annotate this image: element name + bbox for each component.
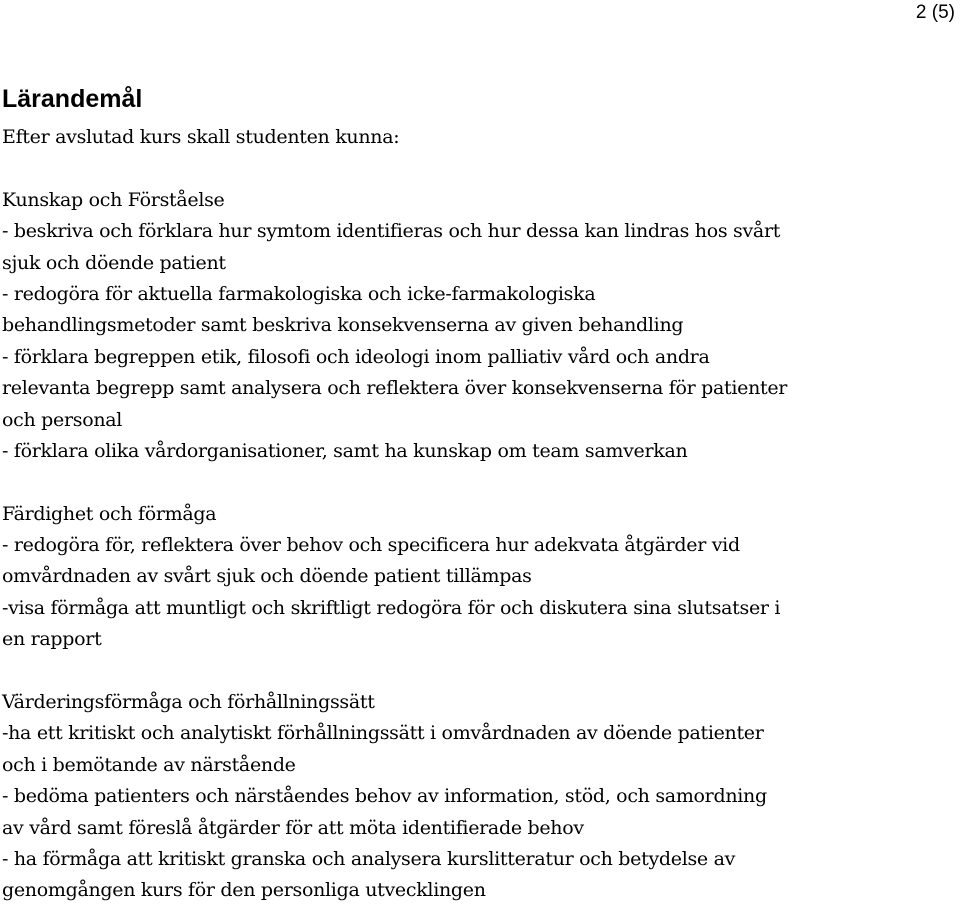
section-title: Kunskap och Förståelse [2,188,225,211]
page-number: 2 (5) [915,2,955,23]
list-item: - ha förmåga att kritiskt granska och analysera kurslitteratur och betydelse av [2,847,736,870]
document-body [2,82,942,907]
intro-text: Efter avslutad kurs skall studenten kunna: [2,126,400,148]
list-item: och personal [2,408,123,431]
list-item: - beskriva och förklara hur symtom identifieras och hur dessa kan lindras hos svårt [2,220,781,243]
list-item: en rapport [2,628,102,651]
list-item: omvårdnaden av svårt sjuk och döende patient tillämpas [2,565,532,588]
page-title: Lärandemål [2,85,143,113]
list-item: och i bemötande av närstående [2,753,296,776]
section-values [2,687,942,907]
list-item: - förklara begreppen etik, filosofi och ideologi inom palliativ vård och andra [2,345,710,368]
list-item: - redogöra för aktuella farmakologiska och icke-farmakologiska [2,282,596,305]
list-item: behandlingsmetoder samt beskriva konsekvenserna av given behandling [2,314,684,337]
list-item: - förklara olika vårdorganisationer, samt ha kunskap om team samverkan [2,439,688,462]
list-item: sjuk och döende patient [2,251,226,274]
list-item: - bedöma patienters och närståendes behov av information, stöd, och samordning [2,785,767,808]
list-item: -visa förmåga att muntligt och skriftligt redogöra för och diskutera sina slutsatser i [2,596,781,619]
section-title: Värderingsförmåga och förhållningssätt [2,691,375,714]
section-knowledge [2,185,942,468]
list-item: - redogöra för, reflektera över behov och specificera hur adekvata åtgärder vid [2,534,740,557]
list-item: av vård samt föreslå åtgärder för att möta identifierade behov [2,816,584,839]
section-title: Färdighet och förmåga [2,502,217,525]
list-item: -ha ett kritiskt och analytiskt förhållningssätt i omvårdnaden av döende patienter [2,722,764,745]
section-skills [2,499,942,656]
list-item: relevanta begrepp samt analysera och reflektera över konsekvenserna för patienter [2,377,788,400]
list-item: genomgången kurs för den personliga utvecklingen [2,879,486,902]
